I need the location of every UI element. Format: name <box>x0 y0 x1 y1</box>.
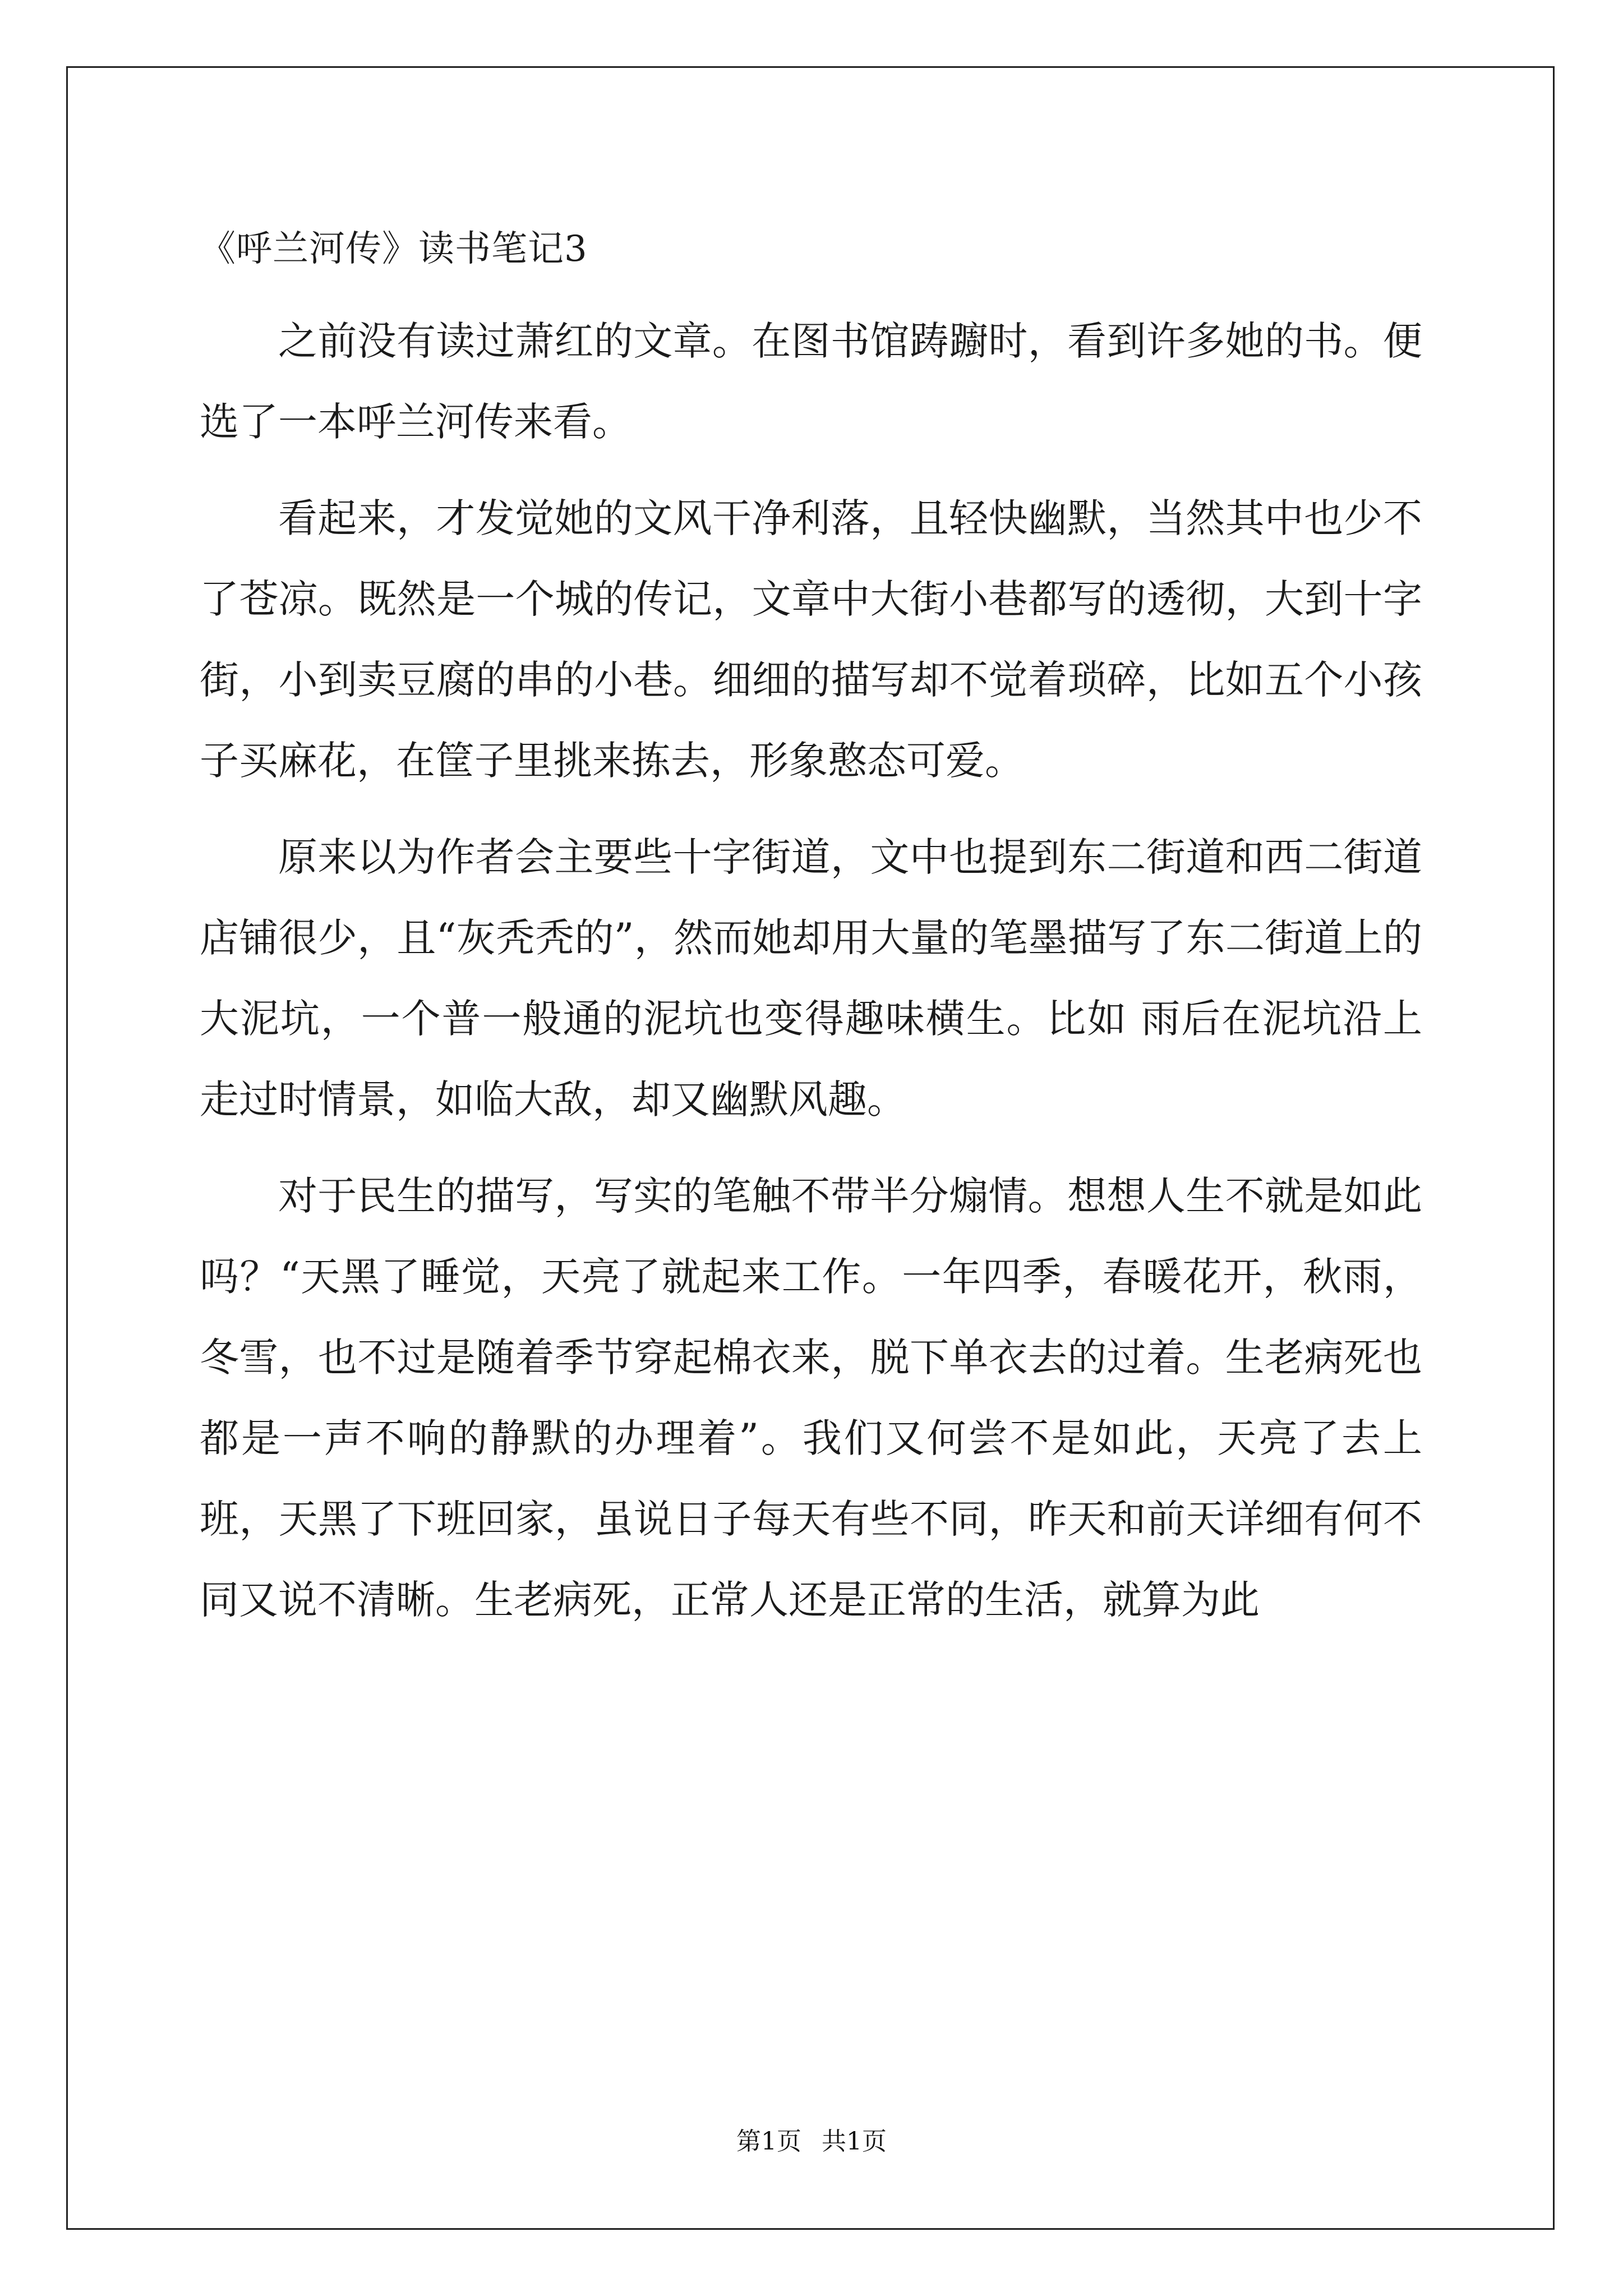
paragraph-2: 看起来，才发觉她的文风干净利落，且轻快幽默，当然其中也少不了苍凉。既然是一个城的传记，文章中大街小巷都写的透彻，大到十字街，小到卖豆腐的串的小巷。细细的描写却不觉着琐碎，比如五个小孩子买麻花，在筐子里挑来拣去，形象憨态可爱。 <box>200 495 1422 784</box>
page-footer <box>0 2125 1623 2159</box>
paragraph-1: 之前没有读过萧红的文章。在图书馆踌躕时，看到许多她的书。便选了一本呼兰河传来看。 <box>200 318 1422 445</box>
document-body <box>200 213 1422 1640</box>
paragraph-3: 原来以为作者会主要些十字街道，文中也提到东二街道和西二街道店铺很少，且“灰秃秃的”，然而她却用大量的笔墨描写了东二街道上的大泥坑，一个普一般通的泥坑也变得趣味横生。比如 雨后在泥坑沿上走过时情景，如临大敌，却又幽默风趣。 <box>200 834 1422 1122</box>
paragraph-4: 对于民生的描写，写实的笔触不带半分煽情。想想人生不就是如此吗？“天黑了睡觉，天亮了就起来工作。一年四季，春暖花开，秋雨，冬雪，也不过是随着季节穿起棉衣来，脱下单衣去的过着。生老病死也都是一声不响的静默的办理着”。我们又何尝不是如此，天亮了去上班，天黑了下班回家，虽说日子每天有些不同，昨天和前天详细有何不同又说不清晰。生老病死，正常人还是正常的生活，就算为此 <box>200 1173 1422 1623</box>
page-number-total: 共1页 <box>822 2127 887 2156</box>
page-number-current: 第1页 <box>736 2127 801 2156</box>
document-title: 《呼兰河传》读书笔记3 <box>200 228 588 270</box>
